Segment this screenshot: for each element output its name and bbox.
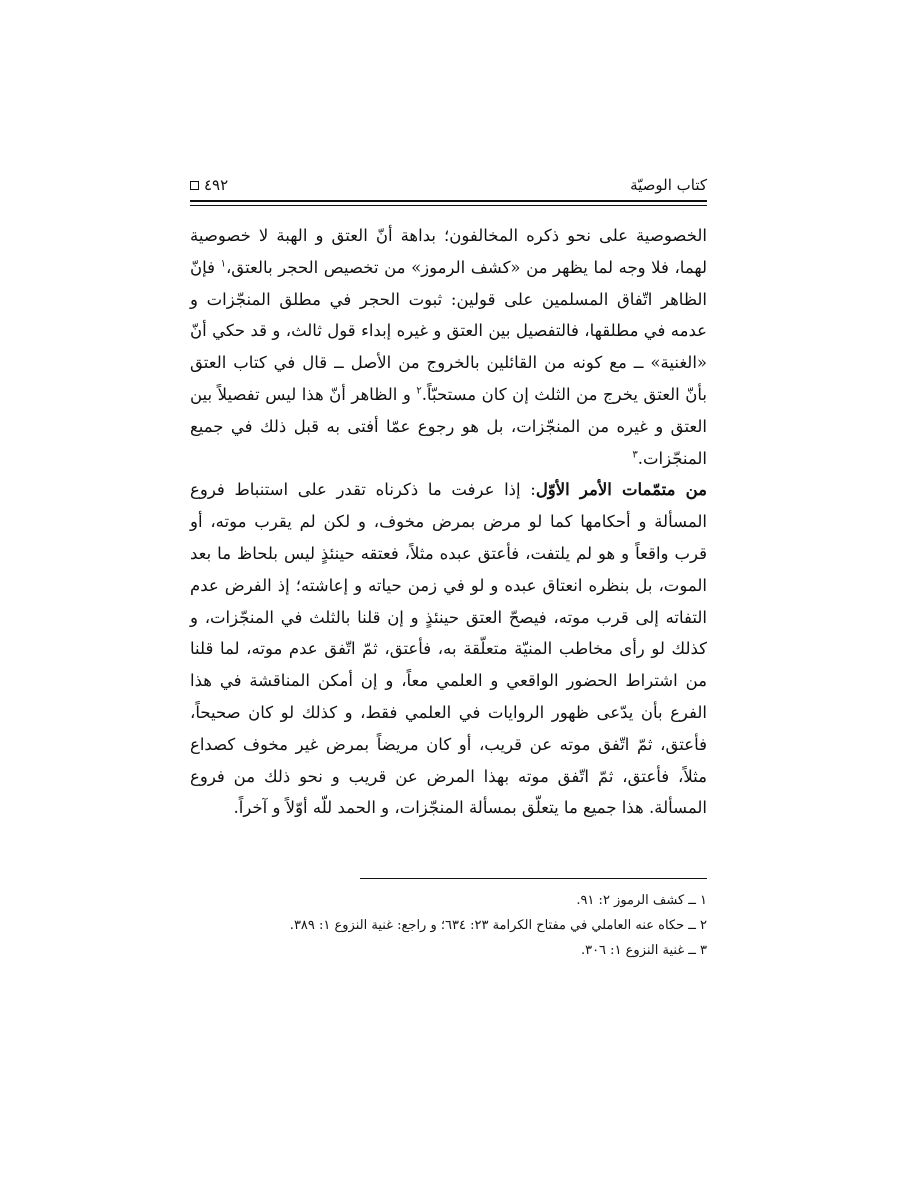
page-header (190, 174, 707, 198)
footnote-2: ٢ ــ حكاه عنه العاملي في مفتاح الكرامة ٢٣: ٦٣٤؛ و راجع: غنية النزوع ١: ٣٨٩. (289, 918, 707, 933)
paragraph-2-text: : إذا عرفت ما ذكرناه تقدر على استنباط فروع المسألة و أحكامها كما لو مرض بمرض مخوف، و لكن لم يقرب موته، أو قرب واقعاً و هو لم يلتفت، فأعتق عبده مثلاً، فعتقه حينئذٍ ليس بلحاظ ما بعد الموت، بل بنظره انعتاق عبده و لو في زمن حياته و إعاشته؛ إذ الفرض عدم التفاته إلى قرب موته، فيصحّ العتق حينئذٍ و إن قلنا بالثلث في المنجّزات، و كذلك لو رأى مخاطب المنيّة متعلّقة به، فأعتق، ثمّ اتّفق عدم موته، لما قلنا من اشتراط الحضور الواقعي و العلمي معاً، و إن أمكن المناقشة في هذا الفرع بأن يدّعى ظهور الروايات في العلمي فقط، و كذلك لو كان صحيحاً، فأعتق، ثمّ اتّفق موته عن قريب، أو كان مريضاً بمرض غير مخوف كصداع مثلاً، فأعتق، ثمّ اتّفق موته بهذا المرض عن قريب و نحو ذلك من فروع المسألة. هذا جميع ما يتعلّق بمسألة المنجّزات، و الحمد للّه أوّلاً و آخراً. (190, 480, 707, 818)
footnotes (190, 888, 707, 963)
footnote-1: ١ ــ كشف الرموز ٢: ٩١. (576, 893, 707, 908)
paragraph-1-text-a: الخصوصية على نحو ذكره المخالفون؛ بداهة أنّ العتق و الهبة لا خصوصية لهما، فلا وجه لما يظهر من «كشف الرموز» من تخصيص الحجر بالعتق، (190, 226, 707, 277)
main-text (190, 220, 707, 824)
paragraph-1-text-b: فإنّ الظاهر اتّفاق المسلمين على قولين: ثبوت الحجر في مطلق المنجّزات و عدمه في مطلقها، فالتفصيل بين العتق و غيره إبداء قول ثالث، و قد حكي أنّ «الغنية» ــ مع كونه من القائلين بالخروج من الأصل ــ قال في كتاب العتق بأنّ العتق يخرج من الثلث إن كان مستحبّاً. (190, 257, 707, 404)
section-lead: من متمّمات الأمر الأوّل (535, 480, 707, 500)
footnote-rule (360, 878, 707, 879)
running-title: كتاب الوصيّة (630, 176, 707, 194)
paragraph-1 (190, 220, 707, 474)
header-rule-thick (190, 200, 707, 202)
page-number-group (190, 174, 228, 196)
footnote-3: ٣ ــ غنية النزوع ١: ٣٠٦. (580, 943, 707, 958)
header-rule-thin (190, 205, 707, 206)
paragraph-1-text-c: و الظاهر أنّ هذا ليس تفصيلاً بين العتق و غيره من المنجّزات، بل هو رجوع عمّا أفتى به قبل ذلك في جميع المنجّزات. (190, 384, 707, 468)
footnote-ref-3: ٣ (632, 449, 638, 461)
paragraph-2 (190, 474, 707, 824)
footnote-ref-2: ٢ (416, 385, 422, 397)
square-icon (190, 181, 199, 190)
page-number: ٤٩٢ (204, 176, 229, 194)
footnote-ref-1: ١ (220, 258, 226, 270)
